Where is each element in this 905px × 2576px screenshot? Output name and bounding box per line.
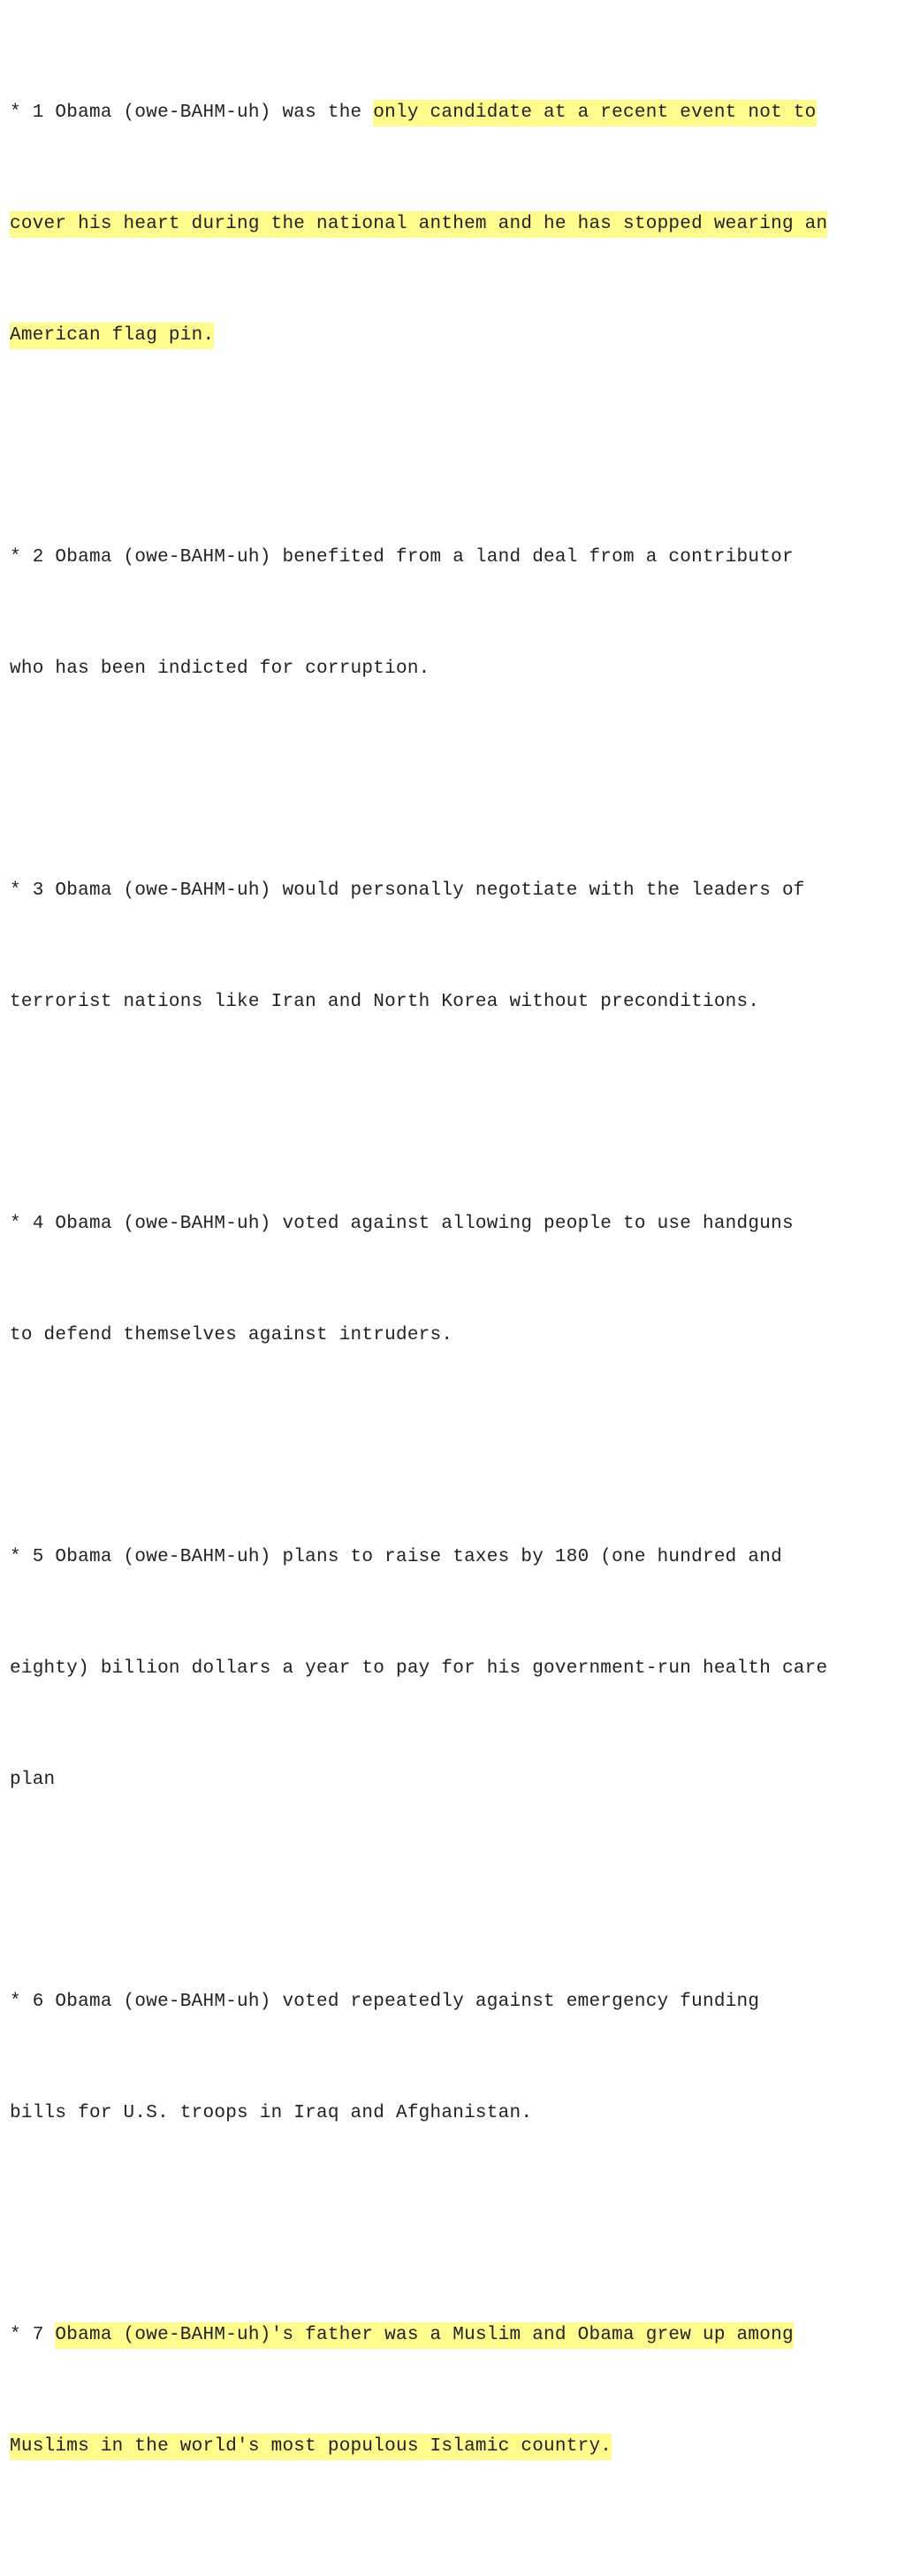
- document-body: [10, 20, 894, 2576]
- item-5-line-3: plan: [10, 1770, 56, 1790]
- list-item-4: [10, 1132, 894, 1429]
- line-text: * 7: [10, 2325, 56, 2345]
- list-item-2: [10, 465, 894, 762]
- item-6-line-1: * 6 Obama (owe-BAHM-uh) voted repeatedly against emergency funding: [10, 1992, 760, 2012]
- list-item-1: [10, 20, 894, 429]
- highlighted-text: only candidate at a recent event not to: [373, 100, 816, 126]
- item-1-line-2: [10, 206, 894, 243]
- highlighted-text: cover his heart during the national anthem and he has stopped wearing an: [10, 211, 827, 238]
- item-1-line-3: [10, 317, 894, 354]
- item-1-line-1: [10, 95, 894, 132]
- list-item-7: [10, 2243, 894, 2540]
- item-7-line-2: [10, 2428, 894, 2465]
- highlighted-text: Obama (owe-BAHM-uh)'s father was a Muslim and Obama grew up among: [55, 2322, 793, 2349]
- item-2-line-1: * 2 Obama (owe-BAHM-uh) benefited from a land deal from a contributor: [10, 547, 794, 568]
- item-7-line-1: [10, 2317, 894, 2354]
- item-3-line-1: * 3 Obama (owe-BAHM-uh) would personally negotiate with the leaders of: [10, 880, 805, 901]
- item-5-line-1: * 5 Obama (owe-BAHM-uh) plans to raise taxes by 180 (one hundred and: [10, 1547, 782, 1567]
- highlighted-text: Muslims in the world's most populous Islamic country.: [10, 2434, 612, 2460]
- list-item-3: [10, 798, 894, 1095]
- item-4-line-2: to defend themselves against intruders.: [10, 1325, 453, 1345]
- item-4-line-1: * 4 Obama (owe-BAHM-uh) voted against allowing people to use handguns: [10, 1214, 794, 1234]
- item-3-line-2: terrorist nations like Iran and North Korea without preconditions.: [10, 992, 760, 1012]
- item-6-line-2: bills for U.S. troops in Iraq and Afghanistan.: [10, 2103, 533, 2123]
- item-2-line-2: who has been indicted for corruption.: [10, 659, 430, 679]
- line-text: * 1 Obama (owe-BAHM-uh) was the: [10, 103, 374, 123]
- highlighted-text: American flag pin.: [10, 323, 214, 349]
- list-item-5: [10, 1465, 894, 1873]
- item-5-line-2: eighty) billion dollars a year to pay for his government-run health care: [10, 1658, 828, 1679]
- list-item-6: [10, 1909, 894, 2206]
